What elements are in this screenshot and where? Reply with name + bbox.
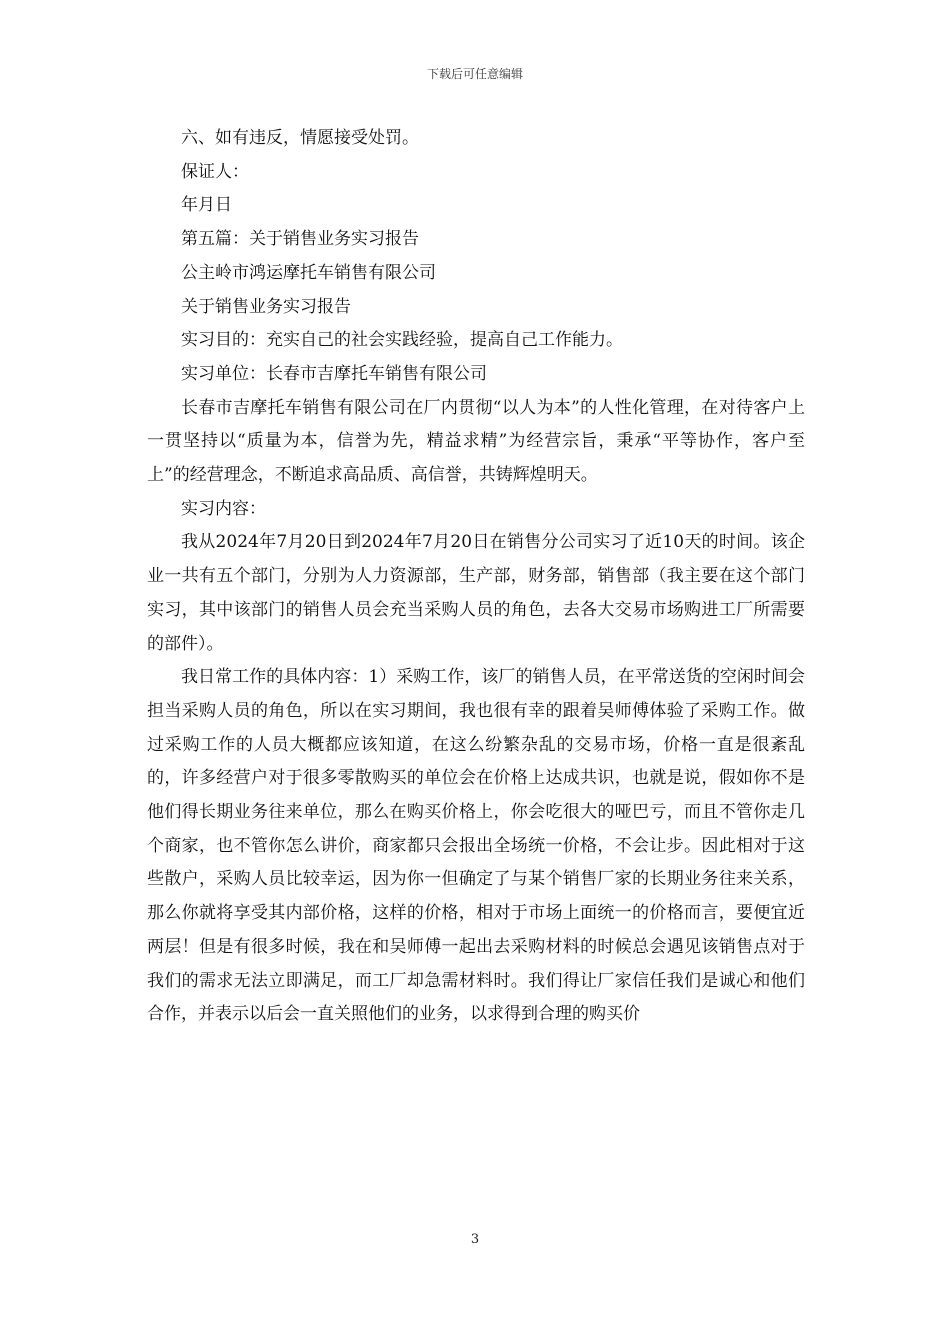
company-name: 公主岭市鸿运摩托车销售有限公司 [181,262,436,283]
text-line: 年月日 [181,195,232,216]
daily-work-paragraph: 我日常工作的具体内容：1）采购工作，该厂的销售人员，在平常送货的空闲时间会担当采购人员的角色，所以在实习期间，我也很有幸的跟着吴师傅体验了采购工作。做过采购工作的人员大概都应该知道，在这么纷繁杂乱的交易市场，价格一直是很紊乱的，许多经营户对于很多零散购买的单位会在价格上达成共识，也就是说，假如你不是他们得长期业务往来单位，那么在购买价格上，你会吃很大的哑巴亏，而且不管你走几个商家，也不管你怎么讲价，商家都只会报出全场统一价格，不会让步。因此相对于这些散户，采购人员比较幸运，因为你一但确定了与某个销售厂家的长期业务往来关系，那么你就将享受其内部价格，这样的价格，相对于市场上面统一的价格而言，要便宜近两层！但是有很多时候，我在和吴师傅一起出去采购材料的时候总会遇见该销售点对于我们的需求无法立即满足，而工厂却急需材料时。我们得让厂家信任我们是诚心和他们合作，并表示以后会一直关照他们的业务，以求得到合理的购买价 [147,667,805,1025]
document-body [147,122,805,1032]
internship-purpose: 实习目的：充实自己的社会实践经验，提高自己工作能力。 [181,330,623,351]
page-number: 3 [470,1232,480,1247]
company-description-paragraph: 长春市吉摩托车销售有限公司在厂内贯彻“以人为本”的人性化管理，在对待客户上一贯坚持以“质量为本，信誉为先，精益求精”为经营宗旨，秉承“平等协作，客户至上”的经营理念，不断追求高品质、高信誉，共铸辉煌明天。 [147,397,805,486]
text-line: 六、如有违反，情愿接受处罚。 [181,128,419,148]
internship-period-paragraph: 我从2024年7月20日到2024年7月20日在销售分公司实习了近10天的时间。该企业一共有五个部门，分别为人力资源部，生产部，财务部，销售部（我主要在这个部门实习，其中该部门的销售人员会充当采购人员的角色，去各大交易市场购进工厂所需要的部件）。 [147,532,805,654]
page-header: 下载后可任意编辑 [426,67,523,81]
report-title: 关于销售业务实习报告 [181,296,351,317]
internship-unit: 实习单位：长春市吉摩托车销售有限公司 [181,363,487,384]
section-heading: 第五篇：关于销售业务实习报告 [181,229,419,250]
text-line: 保证人： [181,161,249,182]
internship-content-heading: 实习内容： [181,498,266,519]
